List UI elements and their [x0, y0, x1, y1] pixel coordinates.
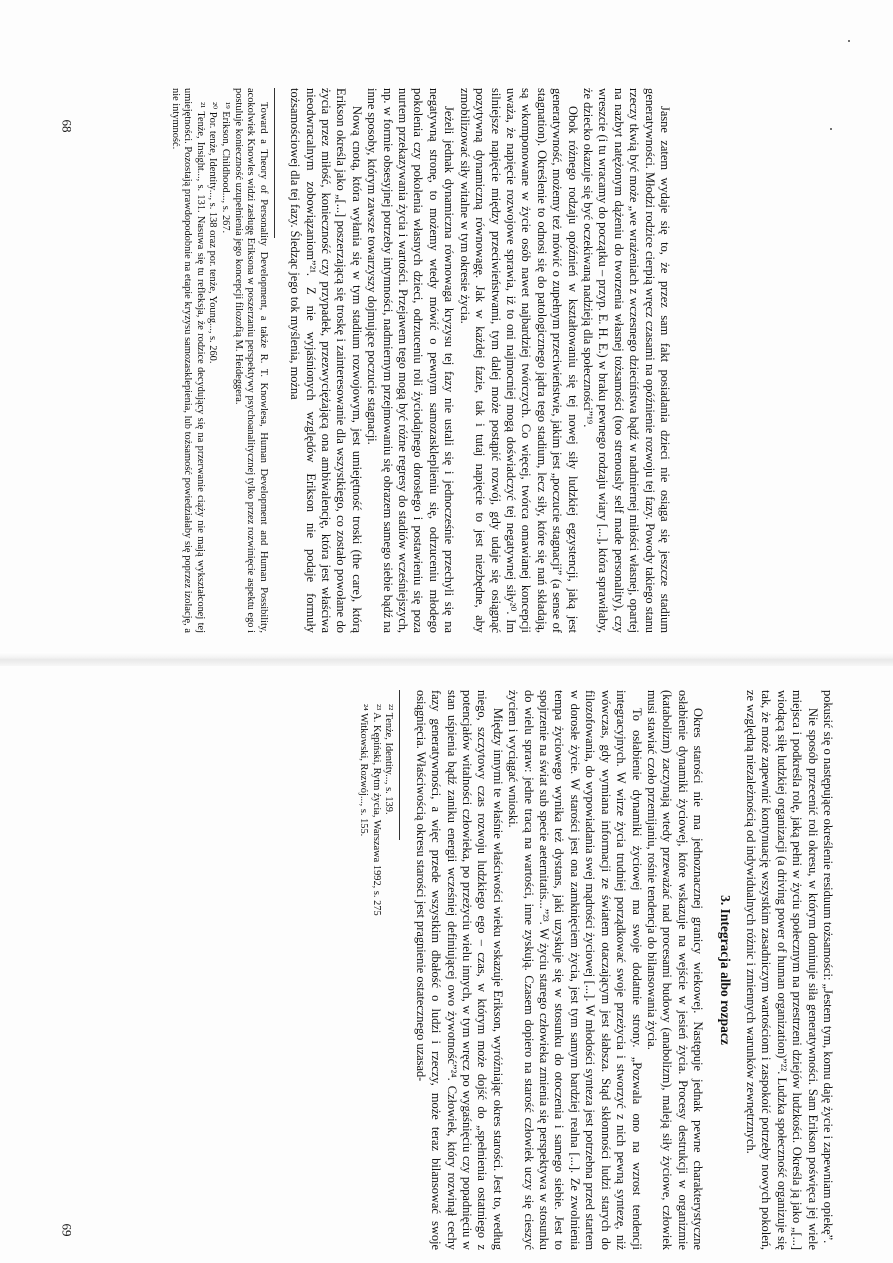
- left-footnote-19: ¹⁹ Erikson, Childhood..., s. 267.: [220, 102, 232, 234]
- right-footnotes: [357, 690, 401, 1250]
- left-paragraph-1: Jasne zatem wydaje się to, że przez sam fakt posiadania dzieci nie osiąga się jeszcze stadium generatywności. Młodzi rodzice cierpią wręcz czasami na opóźnienie rozwoju tej fazy. Powody takiego stanu rzeczy tkwią być może „we wrażeniach z wczesnego dzieciństwa bądź w nadmiernej miłości własnej, opartej na nazbyt natężonym dążeniu do tworzenia własnej tożsamości (too strenously self made personality), czy wreszcie (i tu wracamy do początku – przyp. E. H. E.) w braku pewnego rodzaju wiary [...], która sprawiłaby, że dziecko okazuje się być oczekiwaną nadzieją dla społeczności”¹⁹.: [580, 88, 672, 633]
- left-paragraph-3: Jeżeli jednak dynamiczna równowaga kryzysu tej fazy nie ustali się i jednocześnie przechyli się na negatywną stronę, to możemy wtedy mówić o pewnym samozaskleplieniu się, odrzuceniu młodego pokolenia czy pokolenia własnych dzieci, odrzuceniu roli życiodajnego dorosłego i postawieniu się poza nurtem przekazywania życia i wartości. Przejawem tego mogą być różne regresy do stadiów wcześniejszych, np. w formie obsesyjnej potrzeby intymności, nadmiernym przejmowaniu się obrazem samego siebie bądź na inne sposoby, którym zawsze towarzyszy dojmujące poczucie stagnacji.: [365, 88, 457, 633]
- right-page: [357, 690, 835, 1250]
- scan-speck: [830, 128, 832, 130]
- footnote-rule: [274, 88, 275, 238]
- section-heading: 3. Integracja albo rozpacz: [717, 895, 733, 1045]
- left-footnote-20: ²⁰ Por. tenże, Identity..., s. 138 oraz por. tenże, Young..., s. 260.: [207, 102, 219, 364]
- footnote-rule-right: [399, 690, 400, 840]
- left-footnote-21: ²¹ Tenże, Insight..., s. 131. Nasuwa się tu refleksja, że rodzice decydujący się na przerwanie ciąży nie mają wykształconej tej umiejętności. Pozostają prawdopodobnie na etapie kryzysu samozasklepienia, lub tożsamość powiedziałaby się poprzez izolację, a nie intymność.: [169, 88, 206, 633]
- left-page-number: 68: [59, 119, 75, 133]
- right-page-number: 69: [59, 1223, 75, 1237]
- right-paragraph-1: pokusić się o następujące określenie residuum tożsamości: „Jestem tym, komu daję życie i zapewniam opiekę”.: [821, 690, 835, 1244]
- right-footnote-24: ²⁴ Witkowski, Rozwój..., s. 155.: [358, 704, 370, 837]
- right-footnote-22: ²² Tenże, Identity..., s. 139.: [383, 704, 395, 815]
- left-footnote-continued: Toward a Theory of Personality Development, a także R. T. Knowlesa, Human Development and Human Possibility, acokolwiek Knowles widzi zasługę Eriksona w poszerzaniu perspektywy psychoanalitycznej tylko przez rozwinięcie aspektu ego i postuluje konieczność uzupełnienia jego koncepcji filozofią M. Heideggera.: [232, 88, 269, 633]
- left-paragraph-4: Nową cnotą, która wyłania się w tym stadium rozwojowym, jest umiejętność troski (the care), którą Erikson określa jako „[...] poszerzającą się troskę i zainteresowanie dla wszystkiego, co zostało powołane do życia przez miłość, konieczność czy przypadek, przezwyciężającą ona ambiwalencję, która jest właściwa nieodwracalnym zobowiązaniom”²¹. Z nie wyjaśnionych względów Erikson nie podaje formuły tożsamościowej dla tej fazy. Śledząc jego tok myślenia, można: [288, 88, 364, 633]
- right-footnote-23: ²³ A. Kępiński, Rytm życia, Warszawa 1992, s. 275: [370, 704, 382, 916]
- right-paragraph-2: Nie sposób przecenić roli okresu, w którym dominuje siła generatywności. Sam Erikson poświęca jej wiele miejsca i podkreśla rolę, jaką pełni w życiu społecznym na przestrzeni dziejów ludzkości. Określa ją jako „[...] wiodącą siłę ludzkiej organizacji (a driving power of human organization)”²². Ludzka społeczność organizuje się tak, że może zapewnić kontynuację wszystkim zasadniczym wartościom i zaspokoić potrzeby nowych pokoleń, ze względną niezależnością od indywidualnych różnic i zmiennych warunków zewnętrznych.: [743, 690, 820, 1250]
- left-page: [168, 88, 672, 633]
- left-paragraph-2: Obok różnego rodzaju opóźnień w kształtowaniu się tej nowej siły ludzkiej egzystencji, jaką jest generatywność, możemy też mówić o zupełnym przeciwieństwie, jakim jest „poczucie stagnacji” (a sense of stagnation). Określenie to odnosi się do patologicznego jądra tego stadium, lecz siły, które się nań składają, są wkomponowane w życie osób nawet najbardziej twórczych. Co więcej, twórca omawianej koncepcji uważa, że napięcie rozwojowe sprawia, iż to oni najmocniej mogą doświadczyć tej negatywnej siły²⁰. Im silniejsze napięcie między przeciwieństwami, tym dalej może postąpić rozwój, gdy udaje się osiągnąć pozytywną dynamiczną równowagę. Jak w każdej fazie, tak i tutaj napięcie to jest niezbędne, aby zmobilizować siły witalne w tym okresie życia.: [457, 88, 580, 633]
- right-paragraph-4: To osłabienie dynamiki życiowej ma swoje dodatnie strony. „Pozwala ono na wzrost tendencji integracyjnych. W wirze życia trudniej porządkować swoje przeżycia i stworzyć z nich pewną syntezę, niż wówczas, gdy wymiana informacji ze światem otaczającym jest słabsza. Stąd skłonności ludzi starych do filozofowania, do wypowiadania swej mądrości życiowej [...]. W młodości synteza jest potrzebna przed startem w dorosłe życie. W starości jest ona zamknięciem życia, jest tym samym bardziej realna [...]. Ze zwolnienia tempa życiowego wynika też dystans, jaki uzyskuje się w stosunku do otoczenia i samego siebie. Jest to spojrzenie na świat sub specie aeternitatis...”²³. W życiu starego człowieka zmienia się perspektywa w stosunku do wielu spraw: jedne tracą na wartości, inne zyskują. Czasem dopiero na starość człowiek uczy się cieszyć życiem i wyciągać wnioski.: [506, 690, 644, 1250]
- scan-speck: [848, 40, 850, 42]
- right-paragraph-3: Okres starości nie ma jednoznacznej granicy wiekowej. Następuje jednak pewne charakterystyczne osłabienie dynamiki życiowej, które wskazuje na wejście w jesień życia. Procesy destrukcji w organizmie (katabolizm) zaczynają wtedy przeważać nad procesami budowy (anabolizm), maleją siły życiowe, człowiek musi stawiać czoło przemijaniu, rośnie tendencja do bilansowania życia.: [644, 690, 706, 1250]
- page-gutter: [0, 652, 893, 666]
- right-paragraph-5: Między innymi te właśnie właściwości wieku wskazuje Erikson, wyróżniając okres starości. Jest to, według niego, szczytowy czas rozwoju ludzkiego ego – czas, w którym może dojść do „spełnienia ostatniego z potencjałów witalności człowieka, po przeżyciu wielu innych, w tym wręcz po wygaśnięciu czy popadnięciu w stan uśpienia bądź zaniku energii wcześniej definiującej owo żywotność”²⁴. Człowiek, który rozwinął cechy fazy generatywności, a więc przede wszystkim dbałość o ludzi i rzeczy, może teraz bilansować swoje osiągnięcia. Właściwością okresu starości jest pragnienie ostatecznego uzasad-: [413, 690, 505, 1250]
- left-footnotes: [168, 88, 275, 633]
